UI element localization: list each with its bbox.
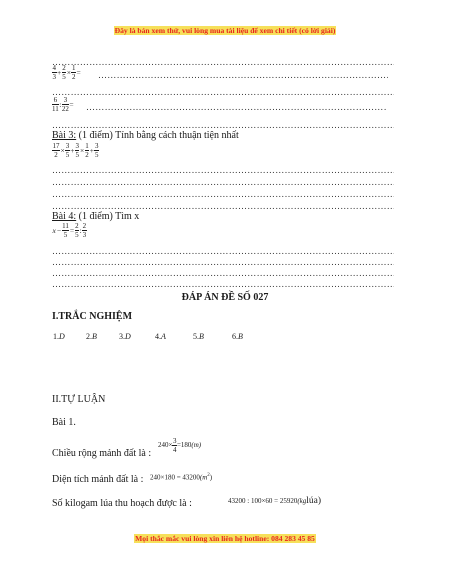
answer-dotted-line	[52, 279, 394, 289]
hotline-banner	[0, 534, 450, 543]
answer-dotted-line	[52, 177, 394, 187]
fraction: $\frac{11}{5}$	[62, 222, 69, 239]
fraction: $\frac{2}{5}$	[75, 222, 79, 239]
rice-label: Số kilogam lúa thu hoạch được là :	[52, 498, 192, 509]
fraction: $\frac{3}{5}$	[65, 142, 70, 159]
width-label: Chiều rộng mảnh đất là :	[52, 448, 152, 459]
answer-dotted-line	[86, 102, 386, 112]
question-3-text: (1 điểm) Tính bằng cách thuận tiện nhất	[76, 130, 239, 141]
answer-dotted-line	[52, 189, 394, 199]
area-label: Diện tích mảnh đất là :	[52, 474, 144, 485]
expression-2: $\frac{6}{11}$ : $\frac{3}{22}$ =	[52, 96, 74, 113]
answer-dotted-line	[98, 70, 388, 80]
mc-answer: 5.B	[193, 332, 204, 341]
answer-dotted-line	[52, 165, 394, 175]
rice-formula: 43200 : 100×60 = 25920(kglúa)	[228, 496, 322, 506]
fraction: $\frac{3}{22}$	[61, 96, 69, 113]
mc-answer: 4.A	[155, 332, 166, 341]
question-4-text: (1 điểm) Tìm x	[76, 211, 140, 222]
fraction: $\frac{1}{2}$	[71, 64, 76, 81]
answer-dotted-line	[52, 57, 394, 67]
expression-1: $\frac{4}{3}$ + $\frac{2}{5}$ × $\frac{1}{2}$ =	[52, 64, 81, 81]
mc-answer: 1.D	[53, 332, 65, 341]
fraction: $\frac{17}{2}$	[52, 142, 60, 159]
fraction: $\frac{2}{5}$	[62, 64, 66, 81]
fraction: $\frac{3}{4}$	[172, 437, 177, 454]
preview-banner	[0, 26, 450, 35]
fraction: $\frac{3}{5}$	[94, 142, 99, 159]
answer-dotted-line	[52, 246, 394, 256]
answer-dotted-line	[52, 268, 394, 278]
hotline-banner-text: Mọi thắc mắc vui lòng xin liên hệ hotline: 084 283 45 85	[135, 534, 315, 543]
question-3	[52, 130, 239, 141]
mc-answer: 3.D	[119, 332, 131, 341]
question-4-label: Bài 4:	[52, 211, 77, 222]
answer-dotted-line	[52, 120, 394, 130]
fraction: $\frac{2}{3}$	[82, 222, 87, 239]
fraction: $\frac{6}{11}$	[52, 96, 59, 113]
question-4-expression: x− $\frac{11}{5}$ = $\frac{2}{5}$ : $\frac{2}{3}$	[52, 222, 87, 239]
fraction: $\frac{1}{2}$	[85, 142, 89, 159]
section-multiple-choice: I.TRẮC NGHIỆM	[52, 311, 133, 322]
mc-answer: 6.B	[232, 332, 243, 341]
section-essay: II.TỰ LUẬN	[52, 394, 106, 405]
width-formula: 240× $\frac{3}{4}$ =180(m)	[158, 437, 202, 454]
area-formula: $240\times 180 = 43200(m^2)$	[150, 473, 213, 482]
exercise-1-heading: Bài 1.	[52, 417, 76, 428]
mc-answer: 2.B	[86, 332, 97, 341]
answer-dotted-line	[52, 87, 394, 97]
answer-dotted-line	[52, 201, 394, 211]
question-4	[52, 211, 139, 222]
fraction: $\frac{3}{5}$	[75, 142, 79, 159]
preview-banner-text: Đây là bản xem thử, vui lòng mua tài liệu để xem chi tiết (có lời giải)	[114, 26, 336, 35]
question-3-label: Bài 3:	[52, 130, 77, 141]
answer-dotted-line	[52, 257, 394, 267]
question-3-expression: $\frac{17}{2}$ × $\frac{3}{5}$ + $\frac{3}{5}$ × $\frac{1}{2}$ + $\frac{3}{5}$	[52, 142, 99, 159]
answer-key-title: ĐÁP ÁN ĐỀ SỐ 027	[181, 292, 269, 303]
fraction: $\frac{4}{3}$	[52, 64, 56, 81]
